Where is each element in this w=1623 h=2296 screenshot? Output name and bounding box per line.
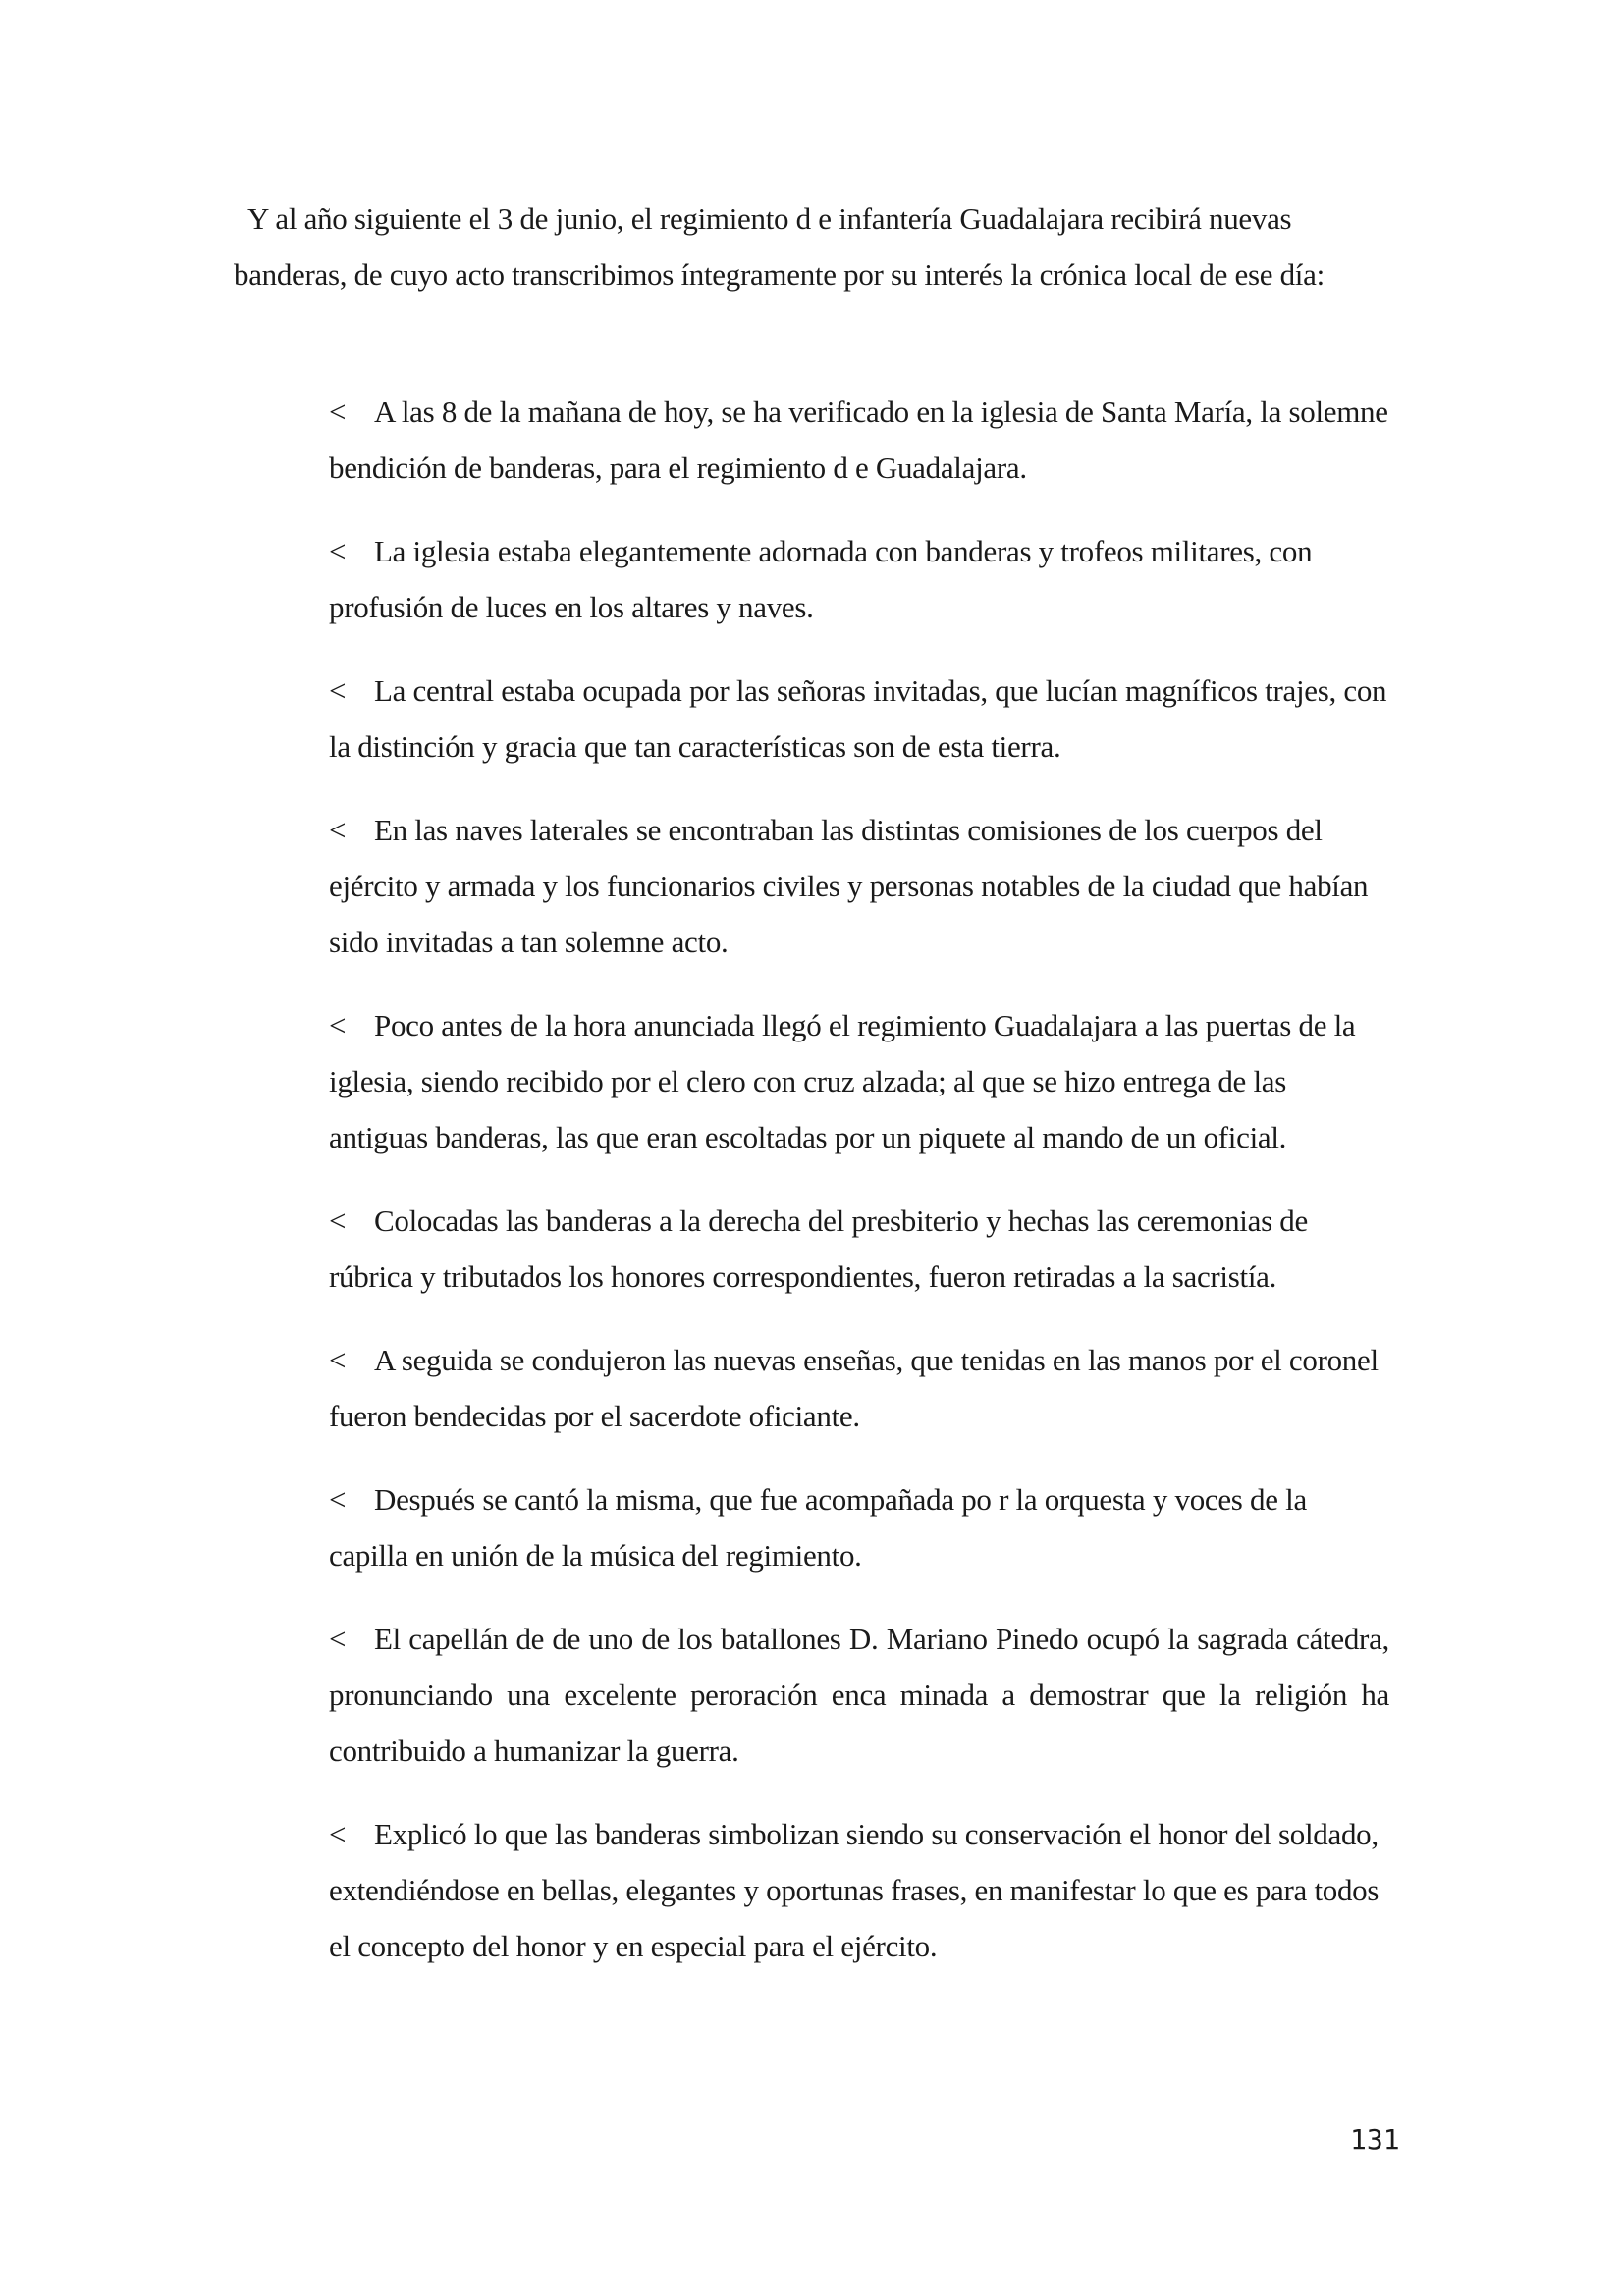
quote-text: Poco antes de la hora anunciada llegó el regimiento Guadalajara a las puertas de la iglesia, siendo recibido por el clero con cruz alzada; al que se hizo entrega de las antiguas banderas, las que eran escoltadas por un piquete al mando de un oficial.	[329, 1008, 1356, 1154]
quote-paragraph	[329, 1193, 1389, 1305]
quote-paragraph	[329, 802, 1389, 970]
quote-text: En las naves laterales se encontraban las distintas comisiones de los cuerpos del ejército y armada y los funcionarios civiles y personas notables de la ciudad que habían sido invitadas a tan solemne acto.	[329, 813, 1369, 959]
quote-text: El capellán de de uno de los batallones D. Mariano Pinedo ocupó la sagrada cátedra, pronunciando una excelente peroración enca minada a demostrar que la religión ha contribuido a humanizar la guerra.	[329, 1622, 1389, 1768]
quote-marker: <	[329, 1343, 347, 1377]
quote-marker: <	[329, 1482, 347, 1517]
quote-text: La central estaba ocupada por las señoras invitadas, que lucían magníficos trajes, con la distinción y gracia que tan características son de esta tierra.	[329, 673, 1387, 764]
quote-text: A las 8 de la mañana de hoy, se ha verificado en la iglesia de Santa María, la solemne bendición de banderas, para el regimiento d e Guadalajara.	[329, 395, 1388, 485]
page-number: 131	[1350, 2123, 1400, 2156]
quote-marker: <	[329, 395, 347, 429]
quote-marker: <	[329, 1008, 347, 1042]
quote-paragraph	[329, 1611, 1389, 1779]
quote-marker: <	[329, 534, 347, 568]
quoted-chronicle	[329, 384, 1389, 2002]
quote-paragraph	[329, 1332, 1389, 1444]
quote-paragraph	[329, 1471, 1389, 1583]
quote-paragraph	[329, 523, 1389, 635]
quote-marker: <	[329, 1203, 347, 1238]
quote-paragraph	[329, 384, 1389, 496]
quote-text: Colocadas las banderas a la derecha del presbiterio y hechas las ceremonias de rúbrica y tributados los honores correspondientes, fueron retiradas a la sacristía.	[329, 1203, 1308, 1294]
quote-paragraph	[329, 1806, 1389, 1974]
quote-text: A seguida se condujeron las nuevas enseñas, que tenidas en las manos por el coronel fueron bendecidas por el sacerdote oficiante.	[329, 1343, 1379, 1433]
quote-paragraph	[329, 663, 1389, 774]
quote-text: La iglesia estaba elegantemente adornada con banderas y trofeos militares, con profusión de luces en los altares y naves.	[329, 534, 1313, 624]
intro-paragraph	[234, 190, 1333, 302]
quote-marker: <	[329, 1817, 347, 1851]
quote-marker: <	[329, 673, 347, 708]
quote-paragraph	[329, 997, 1389, 1165]
quote-text: Después se cantó la misma, que fue acompañada po r la orquesta y voces de la capilla en unión de la música del regimiento.	[329, 1482, 1307, 1573]
quote-marker: <	[329, 1622, 347, 1656]
intro-paragraph-text: Y al año siguiente el 3 de junio, el regimiento d e infantería Guadalajara recibirá nuevas banderas, de cuyo acto transcribimos íntegramente por su interés la crónica local de ese día:	[234, 201, 1325, 292]
quote-text: Explicó lo que las banderas simbolizan siendo su conservación el honor del soldado, extendiéndose en bellas, elegantes y oportunas frases, en manifestar lo que es para todos el concepto del honor y en especial para el ejército.	[329, 1817, 1380, 1963]
quote-marker: <	[329, 813, 347, 847]
